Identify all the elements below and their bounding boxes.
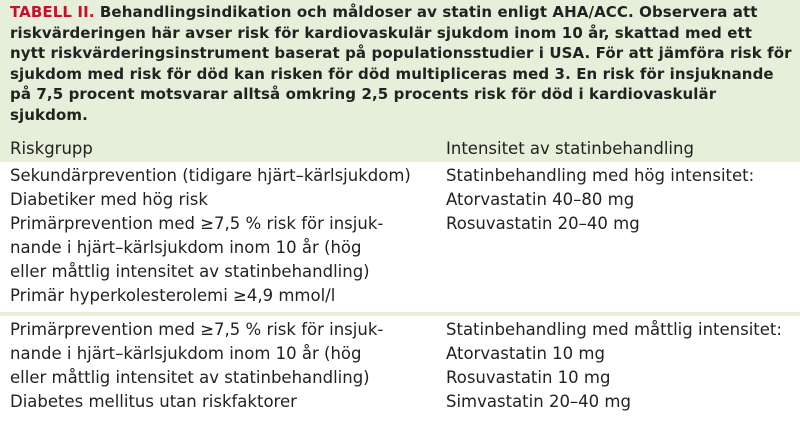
treatment-line: Rosuvastatin 10 mg: [446, 368, 611, 387]
treatment-line: Statinbehandling med hög intensitet:: [446, 166, 755, 185]
risk-line: nande i hjärt–kärlsjukdom inom 10 år (hög: [10, 344, 362, 363]
risk-line: Primärprevention med ≥7,5 % risk för insjuk-: [10, 214, 384, 233]
treatment-line: Atorvastatin 40–80 mg: [446, 190, 635, 209]
header-intensity: Intensitet av statinbehandling: [446, 139, 694, 158]
risk-line: Sekundärprevention (tidigare hjärt–kärlsjukdom): [10, 166, 411, 185]
risk-line: eller måttlig intensitet av statinbehandling): [10, 262, 370, 281]
table-label: TABELL II.: [10, 3, 95, 21]
table-row: [0, 316, 800, 441]
header-riskgroup: Riskgrupp: [10, 139, 93, 158]
risk-line: nande i hjärt–kärlsjukdom inom 10 år (hög: [10, 238, 362, 257]
treatment-line: Statinbehandling med måttlig intensitet:: [446, 320, 782, 339]
table-header: [0, 136, 800, 160]
risk-cell: [10, 164, 430, 308]
risk-line: Primär hyperkolesterolemi ≥4,9 mmol/l: [10, 286, 336, 305]
risk-line: Diabetes mellitus utan riskfaktorer: [10, 392, 297, 411]
table-row: [0, 162, 800, 312]
treatment-line: Atorvastatin 10 mg: [446, 344, 605, 363]
risk-line: Primärprevention med ≥7,5 % risk för insjuk-: [10, 320, 384, 339]
risk-cell: [10, 318, 430, 414]
caption-text: Behandlingsindikation och måldoser av statin enligt AHA/ACC. Observera att riskvärderingen här avser risk för kardiovaskulär sjukdom inom 10 år, skattad med ett nytt riskvärderingsinstrument baserat på populationsstudier i USA. För att jämföra risk för sjukdom med risk för död kan risken för död multipliceras med 3. En risk för insjuknande på 7,5 procent motsvarar alltså omkring 2,5 procents risk för död i kardiovaskulär sjukdom.: [10, 3, 792, 124]
table-caption: [10, 2, 792, 125]
treatment-line: Simvastatin 20–40 mg: [446, 392, 631, 411]
risk-line: Diabetiker med hög risk: [10, 190, 208, 209]
treatment-cell: [446, 318, 796, 414]
treatment-cell: [446, 164, 796, 236]
treatment-line: Rosuvastatin 20–40 mg: [446, 214, 640, 233]
risk-line: eller måttlig intensitet av statinbehandling): [10, 368, 370, 387]
